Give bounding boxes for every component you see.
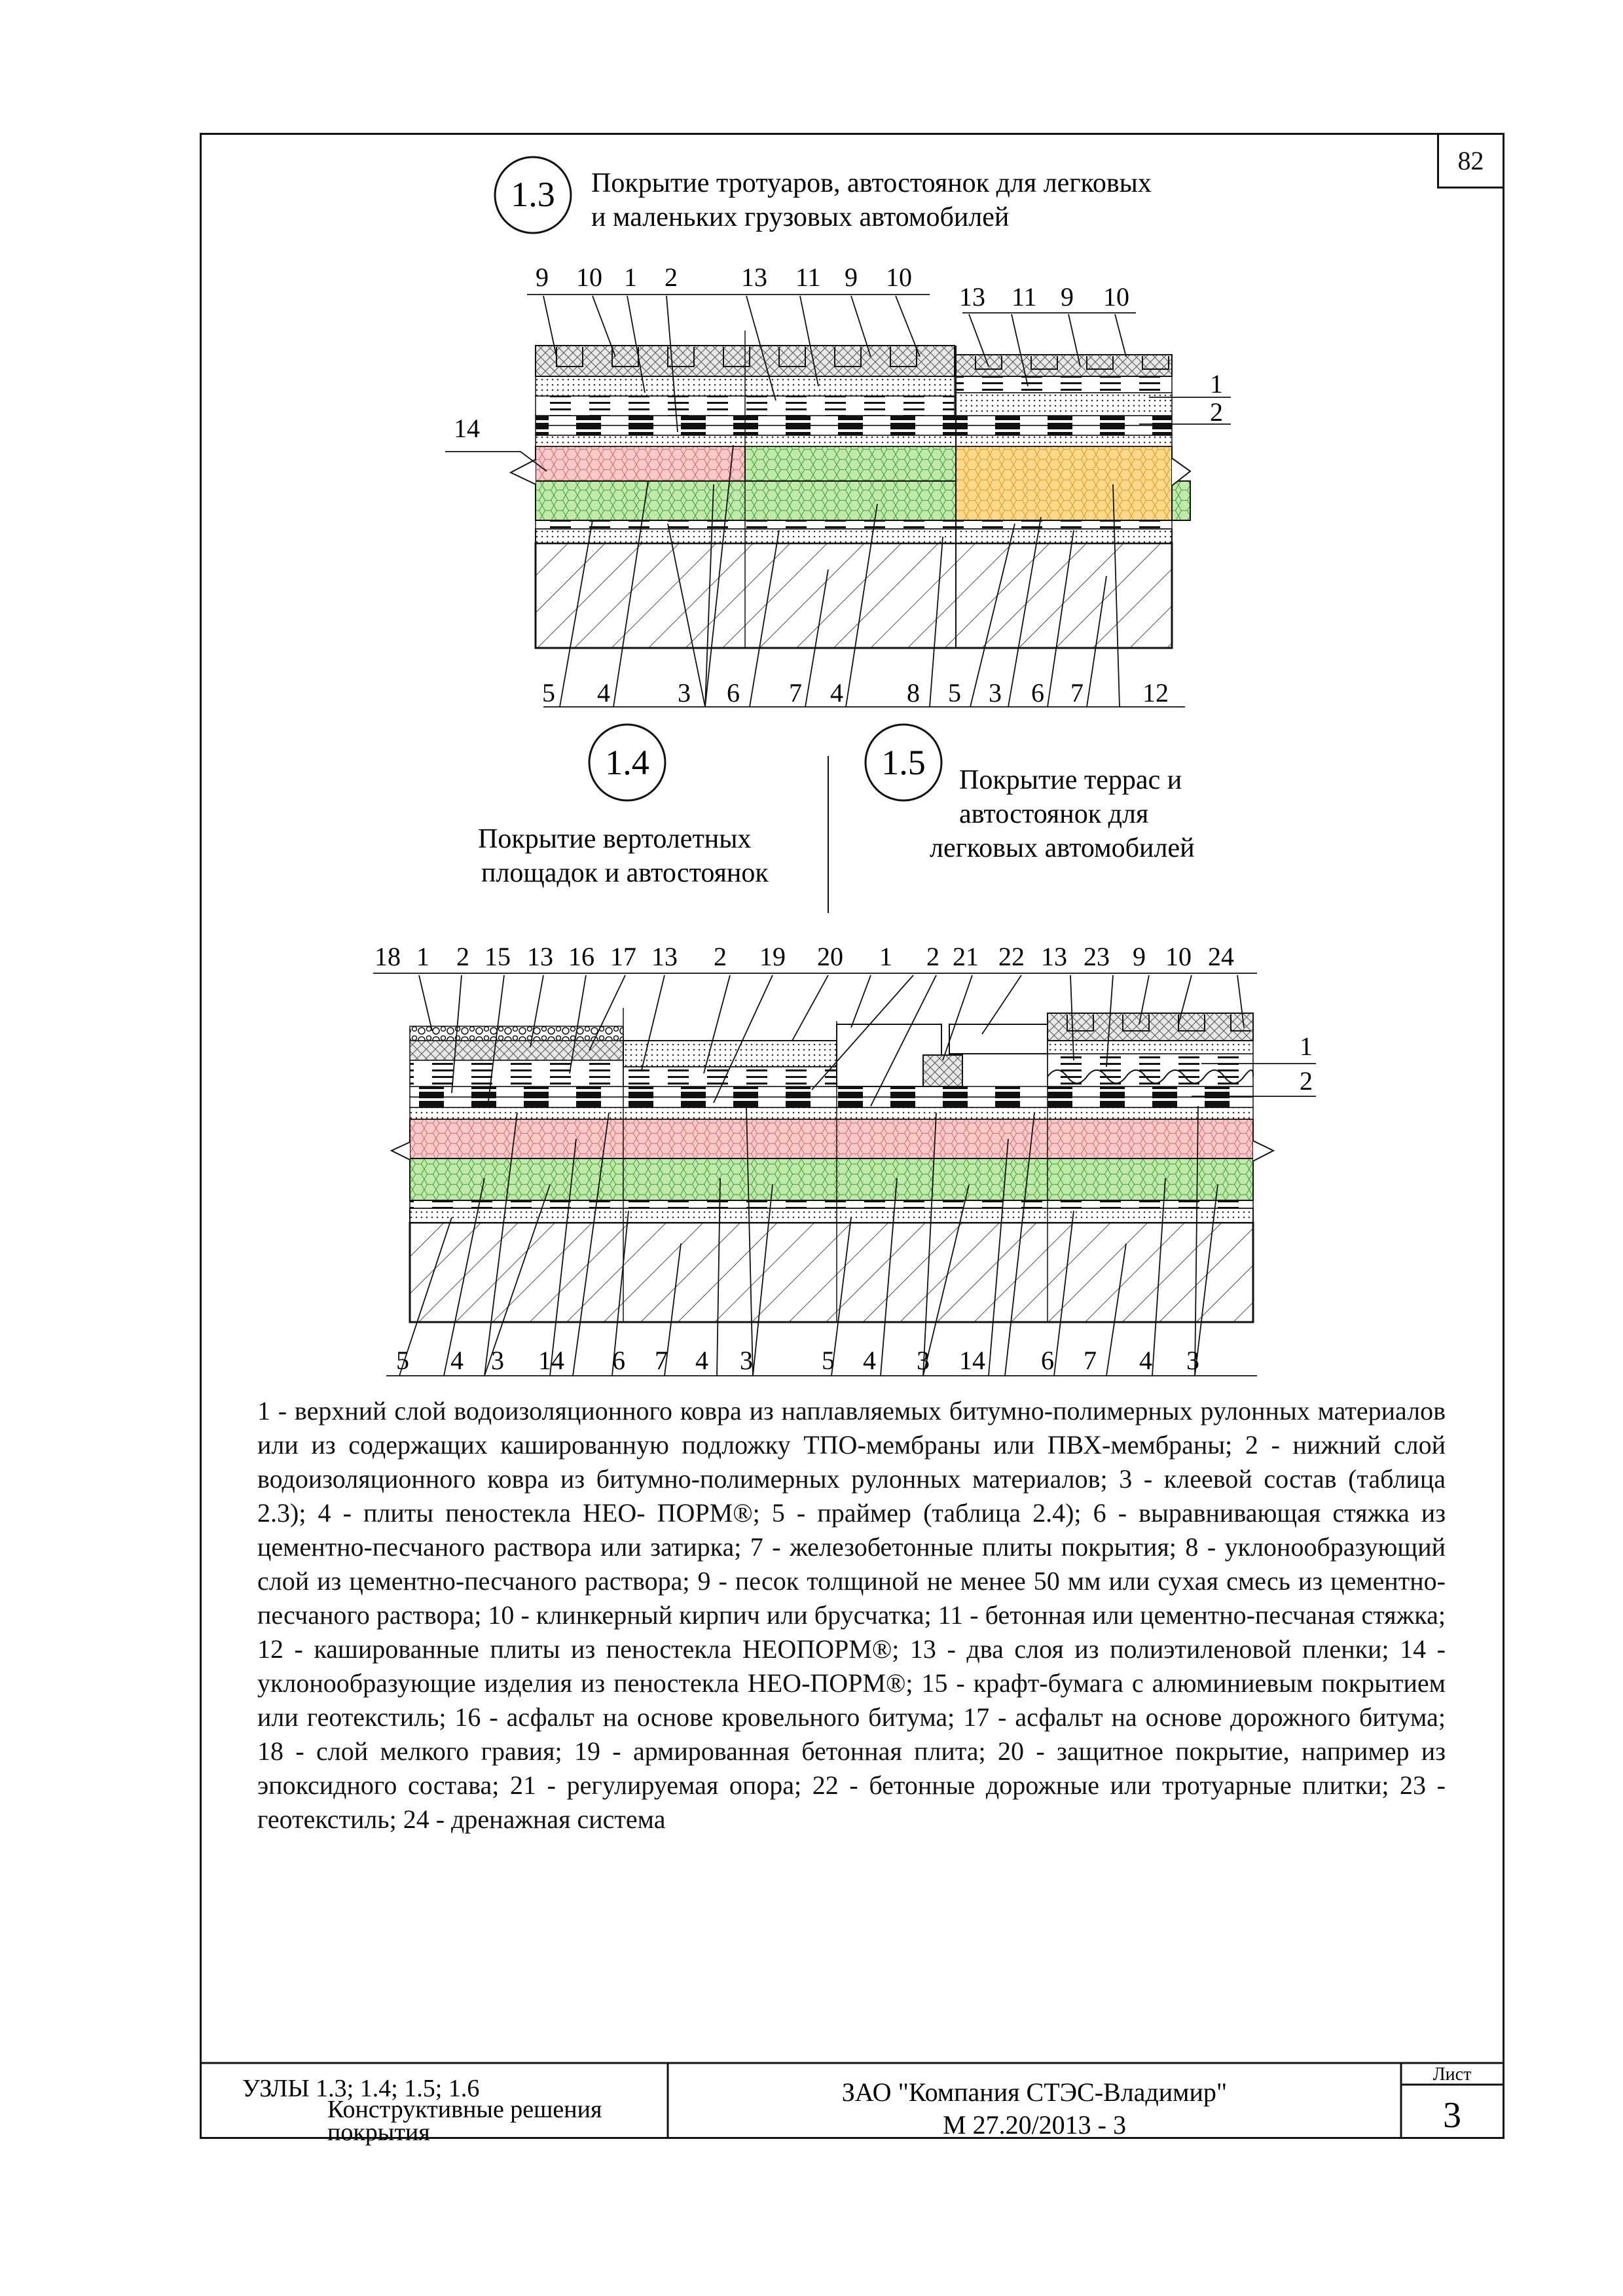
callout-d2-top-7: 13 xyxy=(651,942,678,971)
callout-d2-top-6: 17 xyxy=(610,942,636,971)
node-1-4-title-line2: площадок и автостоянок xyxy=(481,858,769,888)
callout-d1-bot-3: 6 xyxy=(727,678,740,708)
callout-d1-right-0: 1 xyxy=(1210,369,1223,399)
callout-d1-top-6: 9 xyxy=(845,262,858,292)
films-under-plate xyxy=(623,1067,837,1086)
callout-d2-bot-7: 3 xyxy=(740,1346,753,1375)
tb-sheet-number: 3 xyxy=(1443,2095,1461,2136)
callout-d1-bot-9: 6 xyxy=(1031,678,1044,708)
callout-d1-bot-7: 5 xyxy=(948,678,961,708)
callout-d2-bot-2: 3 xyxy=(491,1346,504,1375)
callout-d2-bot-10: 3 xyxy=(917,1346,930,1375)
membrane-1-1-4 xyxy=(410,1097,1253,1107)
callout-d2-bot-15: 3 xyxy=(1186,1346,1199,1375)
callout-d2-bot-5: 7 xyxy=(655,1346,668,1375)
node-1-4-header xyxy=(478,725,769,888)
node-1-4-label: 1.4 xyxy=(605,743,649,782)
callout-d2-top-8: 2 xyxy=(714,942,727,971)
callout-d1-bot-6: 8 xyxy=(907,678,920,708)
callout-d1-topr-2: 9 xyxy=(1061,282,1074,312)
callout-d1-bot-8: 3 xyxy=(989,678,1002,708)
tb-nodes-ref: УЗЛЫ 1.3; 1.4; 1.5; 1.6 xyxy=(242,2075,480,2102)
callout-d1-topr-3: 10 xyxy=(1103,282,1129,312)
screed-1-4 xyxy=(410,1208,1253,1223)
membrane-2-1-4 xyxy=(410,1107,1253,1119)
callout-d1-top-0: 9 xyxy=(536,262,549,292)
callout-d1-bot-5: 4 xyxy=(830,678,843,708)
membrane-1-1-3 xyxy=(536,425,1172,435)
callout-d1-top-2: 1 xyxy=(624,262,637,292)
callout-d2-bot-0: 5 xyxy=(396,1346,409,1375)
sand-layer-right xyxy=(956,376,1172,393)
node-1-5-title-line1: Покрытие террас и xyxy=(959,765,1182,795)
title-block-texts xyxy=(242,2064,1471,2146)
callout-d2-bot-12: 6 xyxy=(1041,1346,1054,1375)
callout-d2-top-13: 21 xyxy=(953,942,979,971)
callout-d1-bot-11: 12 xyxy=(1142,678,1169,708)
callout-d2-top-1: 1 xyxy=(416,942,429,971)
films-1-4 xyxy=(410,1086,1253,1097)
section-1-4-1-5 xyxy=(392,1008,1273,1322)
asphalt-roof xyxy=(410,1041,623,1060)
asphalt-road xyxy=(410,1060,623,1086)
tb-company: ЗАО "Компания СТЭС-Владимир" xyxy=(841,2077,1228,2107)
screed-1-3 xyxy=(536,529,1172,543)
node-1-3-header xyxy=(495,157,1152,233)
glass-board-orange xyxy=(956,446,1172,520)
node-1-5-header xyxy=(866,725,1195,863)
callout-d2-top-5: 16 xyxy=(568,942,594,971)
slope-board-1-4 xyxy=(410,1119,1253,1158)
callout-d1-topr-1: 11 xyxy=(1012,282,1037,312)
callout-d1-top-3: 2 xyxy=(665,262,678,292)
callout-d1-top-5: 11 xyxy=(795,262,821,292)
callout-d2-top-14: 22 xyxy=(998,942,1025,971)
callout-d2-top-2: 2 xyxy=(456,942,469,971)
callout-d2-bot-4: 6 xyxy=(612,1346,625,1375)
membrane-films-1-3 xyxy=(536,416,1172,425)
node-1-5-title-line3: легковых автомобилей xyxy=(930,833,1195,863)
callout-d2-bot-13: 7 xyxy=(1084,1346,1097,1375)
slab-1-4 xyxy=(410,1223,1253,1322)
tb-sheet-label: Лист xyxy=(1432,2064,1472,2085)
tb-subject-line2: покрытия xyxy=(327,2119,430,2146)
callout-d1-bot-1: 4 xyxy=(597,678,610,708)
gravel-layer xyxy=(410,1026,623,1041)
callout-d2-top-16: 23 xyxy=(1084,942,1110,971)
primer-1-4 xyxy=(410,1200,1253,1208)
node-1-3-label: 1.3 xyxy=(511,175,555,214)
callout-d2-right-1: 2 xyxy=(1300,1066,1313,1096)
callout-d2-top-9: 19 xyxy=(759,942,786,971)
callout-d1-topr-0: 13 xyxy=(959,282,985,312)
node-1-3-title-line1: Покрытие тротуаров, автостоянок для легковых xyxy=(591,168,1152,198)
screed-right xyxy=(956,393,1172,416)
callout-d2-top-19: 24 xyxy=(1208,942,1234,971)
callout-d1-bot-2: 3 xyxy=(678,678,691,708)
callout-d1-top-1: 10 xyxy=(576,262,602,292)
callout-d2-bot-14: 4 xyxy=(1139,1346,1152,1375)
callout-d2-top-17: 9 xyxy=(1133,942,1146,971)
callout-d2-bot-11: 14 xyxy=(959,1346,985,1375)
page-number: 82 xyxy=(1437,133,1504,188)
legend-text: 1 - верхний слой водоизоляционного ковра из наплавляемых битумно-полимерных рулонных материалов или из содержащих кашированную подложку ТПО-мембраны или ПВХ-мембраны; 2 - нижний слой водоизоляционного ковра из битумно-полимерных рулонных материалов; 3 - клеевой состав (таблица 2.3); 4 - плиты пеностекла НЕО- ПОРМ®; 5 - праймер (таблица 2.4); 6 - выравнивающая стяжка из цементно-песчаного раствора или затирка; 7 - железобетонные плиты покрытия; 8 - уклонообразующий слой из цементно-песчаного раствора; 9 - песок толщиной не менее 50 мм или сухая смесь из цементно-песчаного раствора; 10 - клинкерный кирпич или брусчатка; 11 - бетонная или цементно-песчаная стяжка; 12 - кашированные плиты из пеностекла НЕОПОРМ®; 13 - два слоя из полиэтиленовой пленки; 14 - уклонообразующие изделия из пеностекла НЕО-ПОРМ®; 15 - крафт-бумага с алюминиевым покрытием или геотекстиль; 16 - асфальт на основе кровельного битума; 17 - асфальт на основе дорожного битума; 18 - слой мелкого гравия; 19 - армированная бетонная плита; 20 - защитное покрытие, например из эпоксидного состава; 21 - регулируемая опора; 22 - бетонные дорожные или тротуарные плитки; 23 - геотекстиль; 24 - дренажная система xyxy=(257,1396,1446,1834)
callout-d2-top-18: 10 xyxy=(1165,942,1192,971)
glass-board-1-4 xyxy=(410,1158,1253,1200)
slope-board-pink xyxy=(536,446,745,481)
callout-d2-top-10: 20 xyxy=(817,942,843,971)
callout-d1-top-4: 13 xyxy=(741,262,767,292)
rc-plate xyxy=(623,1041,837,1067)
callout-d1-right-1: 2 xyxy=(1210,397,1223,427)
callout-d1-bot-4: 7 xyxy=(789,678,802,708)
node-1-5-label: 1.5 xyxy=(881,743,926,782)
callout-d2-bot-1: 4 xyxy=(450,1346,464,1375)
callout-d2-top-4: 13 xyxy=(527,942,553,971)
glass-board-green-2 xyxy=(745,446,956,481)
tb-doc-code: М 27.20/2013 - 3 xyxy=(943,2110,1126,2140)
primer-1-3 xyxy=(536,520,1172,529)
node-1-3-title-line2: и маленьких грузовых автомобилей xyxy=(591,202,1010,232)
node-1-5-title-line2: автостоянок для xyxy=(959,799,1149,829)
callout-d2-bot-3: 14 xyxy=(538,1346,564,1375)
callout-d1-top-7: 10 xyxy=(886,262,912,292)
callout-d2-bot-9: 4 xyxy=(863,1346,876,1375)
membrane-2-1-3 xyxy=(536,435,1172,446)
node-1-4-title-line1: Покрытие вертолетных xyxy=(478,824,752,854)
section-1-3 xyxy=(511,331,1190,648)
callout-d1-bot-0: 5 xyxy=(542,678,555,708)
callout-d2-top-11: 1 xyxy=(879,942,892,971)
callout-d1-left: 14 xyxy=(454,414,480,443)
callout-d2-bot-6: 4 xyxy=(695,1346,708,1375)
callout-d2-top-12: 2 xyxy=(926,942,939,971)
tb-subject-line1: Конструктивные решения xyxy=(327,2096,602,2123)
tile-right xyxy=(949,1024,1048,1054)
sand-1-5 xyxy=(1048,1041,1253,1054)
callout-d2-top-3: 15 xyxy=(484,942,511,971)
callout-d2-bot-8: 5 xyxy=(822,1346,835,1375)
clinker-1-5 xyxy=(1048,1013,1253,1041)
callout-d2-right-0: 1 xyxy=(1300,1031,1313,1061)
callout-d1-bot-10: 7 xyxy=(1070,678,1084,708)
callout-d2-top-0: 18 xyxy=(374,942,401,971)
callout-d2-top-15: 13 xyxy=(1041,942,1067,971)
